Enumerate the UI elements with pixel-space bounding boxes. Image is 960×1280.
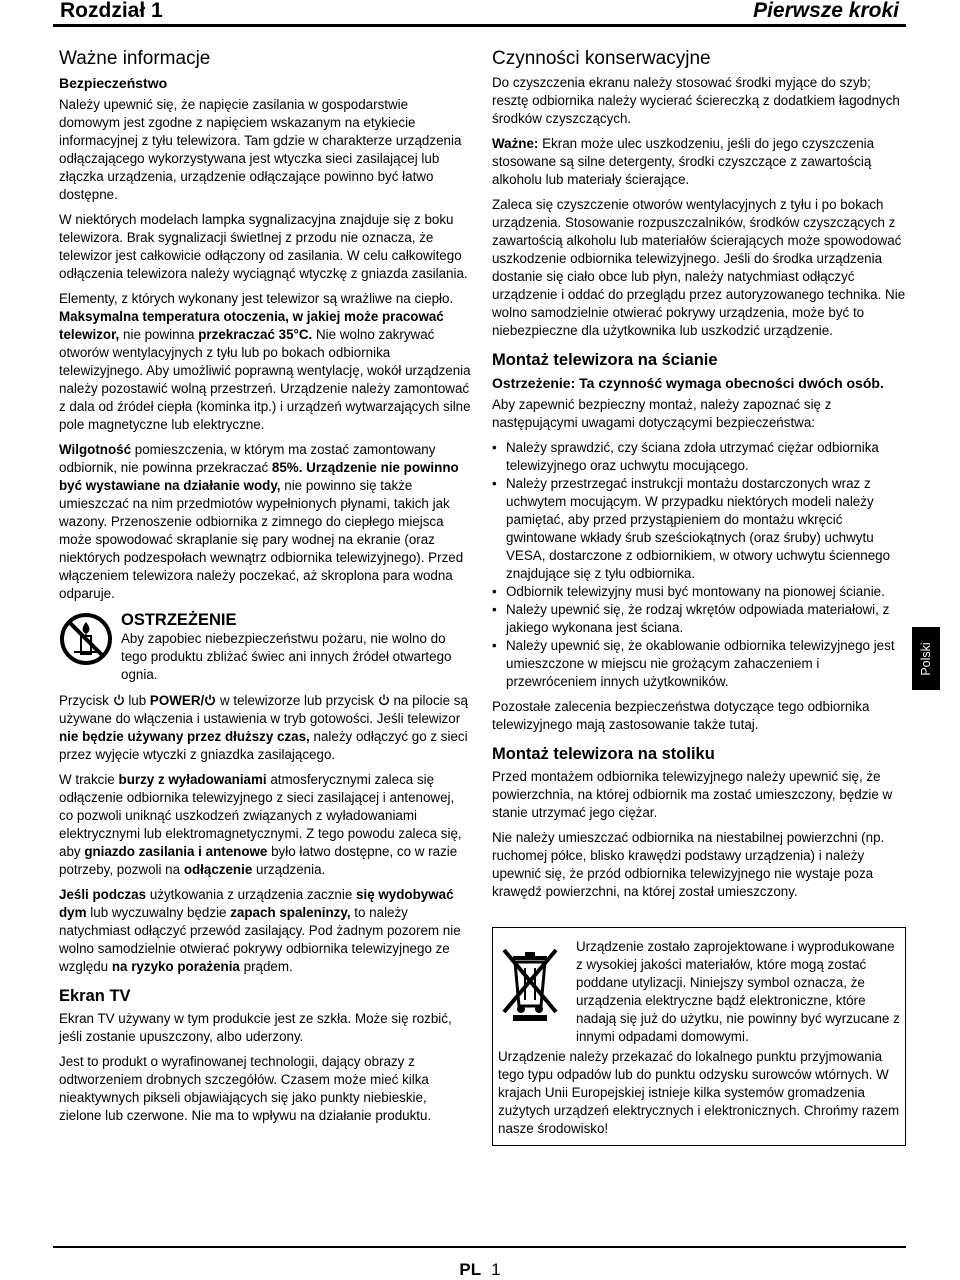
list-item: • Odbiornik telewizyjny musi być montowany na pionowej ścianie.: [492, 584, 885, 599]
tv-screen-heading: Ekran TV: [59, 987, 131, 1005]
wall-mount-heading: Montaż telewizora na ścianie: [492, 351, 718, 369]
tv-screen-paragraph-pixels: Jest to produkt o wyrafinowanej technologii, dający obrazy z odtworzeniem drobnych szczegółów. Czasem może mieć kilka nieaktywnych pikseli objawiających się jako punkty niebieskie, zielone lub czerwone. Nie ma to wpływu na działanie produktu.: [59, 1054, 432, 1123]
safety-paragraph-voltage: Należy upewnić się, że napięcie zasilania w gospodarstwie domowym jest zgodne z napięciem wskazanym na etykiecie informacyjnej z tyłu telewizora. Tam gdzie w charakterze urządzenia odłączającego wykorzystywana jest wtyczka sieci zasilającej lub złączka urządzenia, urządzenie odłączające powinno być łatwo dostępne.: [59, 97, 462, 202]
warning-text: Aby zapobiec niebezpieczeństwu pożaru, nie wolno do tego produktu zbliżać świec ani innych źródeł otwartego ognia.: [121, 631, 452, 682]
crossed-out-bin-icon: [499, 946, 561, 1022]
safety-paragraph-lamp: W niektórych modelach lampka sygnalizacyjna znajduje się z boku telewizora. Brak sygnalizacji świetlnej z przodu nie oznacza, że telewizor jest całkowicie odłączony od zasilania. W celu całkowitego odłączenia telewizora należy wyciągnąć wtyczkę z gniazda zasilania.: [59, 212, 468, 281]
maintenance-paragraph-vents: Zaleca się czyszczenie otworów wentylacyjnych z tyłu i po bokach urządzenia. Stosowanie rozpuszczalników, środków czyszczących z zawartością alkoholu lub materiałów ścierających może spowodować uszkodzenie odbiornika telewizyjnego. Jeśli do środka urządzenia dostanie się ciało obce lub płyn, należy natychmiast odłączyć urządzenie i oddać do przeglądu przez autoryzowanego technika. Nie wolno samodzielnie otwierać pokrywy urządzenia, może być to niebezpieczne dla użytkownika lub uszkodzić urządzenie.: [492, 197, 906, 338]
wall-mount-caution: Ostrzeżenie: Ta czynność wymaga obecności dwóch osób.: [492, 375, 884, 391]
safety-paragraph-humidity: Wilgotność pomieszczenia, w którym ma zostać zamontowany odbiornik, nie powinna przekraczać 85%. Urządzenie nie powinno być wystawiane na działanie wody, nie powinno się także umieszczać na nim przedmiotów wypełnionych płynami, takich jak wazony. Przenoszenie odbiornika z zimnego do ciepłego miejsca może spowodować skraplanie się pary wodnej na ekranie (oraz niektórych podzespołach wewnątrz odbiornika telewizyjnego). Przed włączeniem telewizora należy poczekać, aż skroplona para wodna odparuje.: [59, 442, 464, 601]
list-item: • Należy sprawdzić, czy ściana zdoła utrzymać ciężar odbiornika telewizyjnego oraz uchwytu mocującego.: [492, 440, 879, 473]
right-column: [492, 48, 906, 1146]
safety-heading: Bezpieczeństwo: [59, 75, 168, 91]
warning-title: OSTRZEŻENIE: [121, 611, 237, 629]
language-tab-label: Polski: [919, 641, 933, 676]
list-item: • Należy przestrzegać instrukcji montażu dostarczonych wraz z uchwytem mocującym. W przypadku niektórych modeli należy pamiętać, aby przed przystąpieniem do montażu wkręcić gwintowane wkłady śrub sześciokątnych (oraz śruby) uchwytu VESA, dostarczone z odbiornikiem, w otwory uchwytu ściennego znajdujące się z tyłu odbiornika.: [492, 476, 891, 581]
list-item: • Należy upewnić się, że okablowanie odbiornika telewizyjnego jest umieszczone w miejscu nie grożącym zahaczeniem i przewróceniem innych użytkowników.: [492, 638, 895, 689]
power-icon: [378, 694, 390, 706]
header-rule: [53, 24, 906, 27]
recycling-text-symbol: Urządzenie zostało zaprojektowane i wyprodukowane z wysokiej jakości materiałów, które mogą zostać poddane utylizacji. Niniejszy symbol oznacza, że urządzenia elektryczne bądź elektroniczne, które nadają się już do użytku, nie powinny być wyrzucane z innymi odpadami domowymi.: [576, 939, 900, 1044]
wall-mount-list: [492, 439, 906, 691]
left-column: [59, 48, 471, 1132]
storm-paragraph: W trakcie burzy z wyładowaniami atmosferycznymi zaleca się odłączenie odbiornika telewizyjnego z sieci zasilającej i antenowej, co pozwoli uniknąć uszkodzeń związanych z wyładowaniami elektrycznymi lub elektromagnetycznymi. Z tego powodu zaleca się, aby gniazdo zasilania i antenowe było łatwo dostępne, co w razie potrzeby, pozwoli na odłączenie urządzenia.: [59, 772, 462, 877]
recycling-notice: [492, 927, 906, 1146]
important-info-title: Ważne informacje: [59, 48, 211, 69]
maintenance-paragraph-cleaning: Do czyszczenia ekranu należy stosować środki myjące do szyb; resztę odbiornika należy wycierać ściereczką z dodatkiem łagodnych środków czyszczących.: [492, 75, 900, 126]
safety-paragraph-heat: Elementy, z których wykonany jest telewizor są wrażliwe na ciepło. Maksymalna temperatura otoczenia, w jakiej może pracować telewizor, nie powinna przekraczać 35°C. Nie wolno zakrywać otworów wentylacyjnych z tyłu lub po bokach odbiornika telewizyjnego. Aby umożliwić poprawną wentylację, wokół urządzenia należy pozostawić wolną przestrzeń. Urządzenie należy zamontować z dala od źródeł ciepła (kominka itp.) i urządzeń wytwarzających silne pole magnetyczne lub elektryczne.: [59, 291, 471, 432]
power-paragraph: Przycisk lub POWER/ w telewizorze lub przycisk na pilocie są używane do włączenia i ustawienia w tryb gotowości. Jeśli telewizor nie będzie używany przez dłuższy czas, należy odłączyć go z sieci przez wyjęcie wtyczki z gniazdka zasilającego.: [59, 693, 468, 762]
maintenance-title: Czynności konserwacyjne: [492, 48, 711, 69]
recycling-text-collection: Urządzenie należy przekazać do lokalnego punktu przyjmowania tego typu odpadów lub do punktu odzysku surowców wtórnych. W krajach Unii Europejskiej istnieje kilka systemów gromadzenia zużytych urządzeń elektrycznych i elektronicznych. Chrońmy razem nasze środowisko!: [498, 1049, 900, 1136]
section-title: Pierwsze kroki: [753, 0, 899, 22]
maintenance-paragraph-important: Ważne: Ekran może ulec uszkodzeniu, jeśli do jego czyszczenia stosowane są silne detergenty, środki czyszczące z zawartością alkoholu lub materiały ścierające.: [492, 136, 875, 187]
smoke-paragraph: Jeśli podczas użytkowania z urządzenia zacznie się wydobywać dym lub wyczuwalny będzie zapach spaleninzy, to należy natychmiast odłączyć przewód zasilający. Pod żadnym pozorem nie wolno samodzielnie otwierać pokrywy odbiornika telewizyjnego ze względu na ryzyko porażenia prądem.: [59, 887, 461, 974]
footer-rule: [53, 1246, 906, 1248]
power-icon: [204, 694, 216, 706]
tv-screen-paragraph-glass: Ekran TV używany w tym produkcie jest ze szkła. Może się rozbić, jeśli zostanie upuszczony, albo uderzony.: [59, 1011, 452, 1044]
fire-warning: [59, 610, 471, 684]
no-open-flame-icon: [59, 612, 113, 666]
list-item: • Należy upewnić się, że rodzaj wkrętów odpowiada materiałowi, z jakiego wykonana jest ściana.: [492, 602, 890, 635]
wall-mount-intro: Aby zapewnić bezpieczny montaż, należy zapoznać się z następującymi uwagami dotyczącymi bezpieczeństwa:: [492, 397, 832, 430]
page-header: [53, 0, 906, 24]
stand-mount-heading: Montaż telewizora na stoliku: [492, 745, 715, 763]
footer-language: PL: [459, 1260, 482, 1279]
stand-mount-paragraph-stability: Nie należy umieszczać odbiornika na niestabilnej powierzchni (np. ruchomej półce, blisko krawędzi podstawy urządzenia) i należy upewnić się, że przód odbiornika telewizyjnego nie wystaje poza krawędź powierzchni, na której został umieszczony.: [492, 830, 885, 899]
page-footer: [0, 1260, 960, 1280]
wall-mount-closing: Pozostałe zalecenia bezpieczeństwa dotyczące tego odbiornika telewizyjnego mają zastosowanie także tutaj.: [492, 699, 870, 732]
language-tab: [912, 627, 940, 690]
power-icon: [113, 694, 125, 706]
chapter-title: Rozdział 1: [60, 0, 163, 22]
page-number: 1: [491, 1260, 501, 1279]
stand-mount-paragraph-weight: Przed montażem odbiornika telewizyjnego należy upewnić się, że powierzchnia, na której odbiornik ma zostać umieszczony, będzie w stanie utrzymać jego ciężar.: [492, 769, 893, 820]
